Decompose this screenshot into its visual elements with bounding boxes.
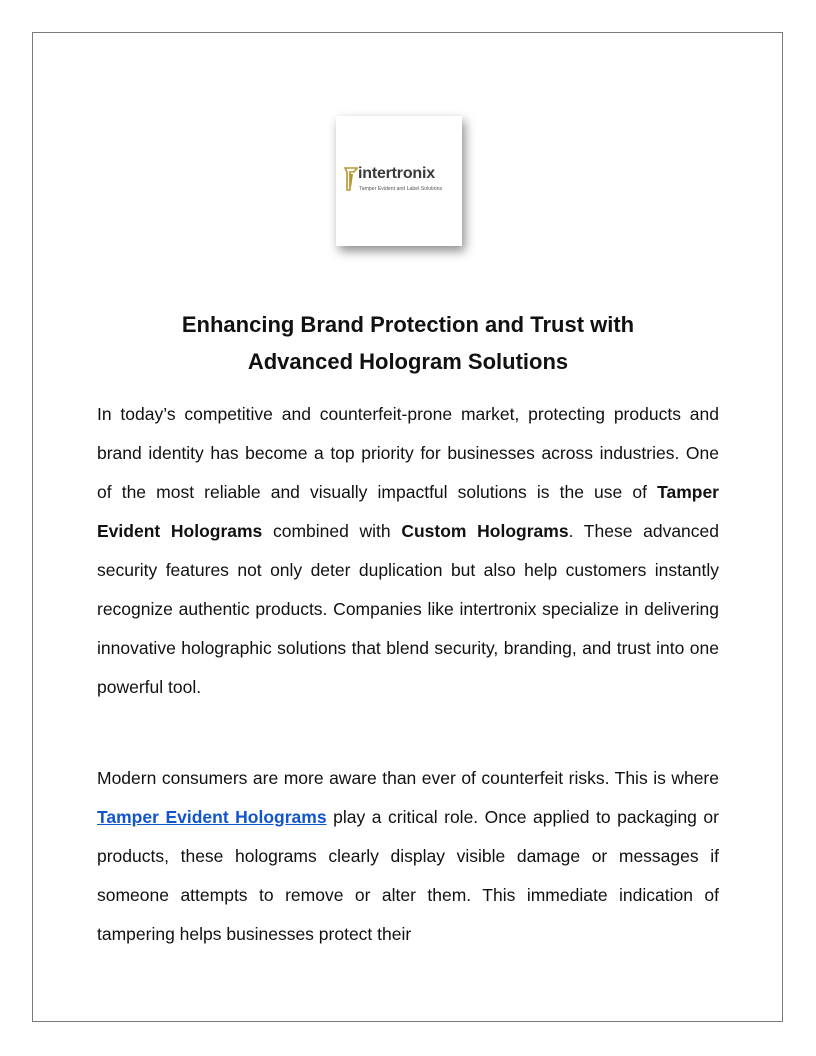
logo-tagline: Tamper Evident and Label Solutions: [359, 186, 443, 192]
intertronix-logo-icon: [344, 166, 358, 192]
paragraph-1: [97, 395, 719, 707]
tamper-evident-holograms-link[interactable]: Tamper Evident Holograms: [97, 807, 327, 827]
title-line-2: Advanced Hologram Solutions: [247, 349, 569, 374]
paragraph-1-text-b: combined with: [262, 521, 402, 541]
title-line-1: Enhancing Brand Protection and Trust with: [181, 312, 635, 337]
custom-holograms-bold: Custom Holograms: [401, 521, 569, 541]
paragraph-2: [97, 759, 719, 954]
paragraph-2-text-a: Modern consumers are more aware than ever of counterfeit risks. This is where: [97, 768, 719, 788]
paragraph-1-text-a: In today’s competitive and counterfeit-prone market, protecting products and brand identity has become a top priority for businesses across industries. One of the most reliable and visually impactful solutions is the use of: [97, 404, 719, 502]
logo-brand-name: intertronix: [358, 165, 435, 182]
document-title: [100, 306, 716, 380]
logo-card: [336, 116, 462, 246]
paragraph-1-text-c: . These advanced security features not only deter duplication but also help customers instantly recognize authentic products. Companies like intertronix specialize in delivering innovative holographic solutions that blend security, branding, and trust into one powerful tool.: [97, 521, 719, 697]
tamper-evident-holograms-bold: Tamper Evident Holograms: [97, 482, 719, 541]
paragraph-2-text-b: play a critical role. Once applied to packaging or products, these holograms clearly display visible damage or messages if someone attempts to remove or alter them. This immediate indication of tampering helps businesses protect their: [97, 807, 719, 944]
